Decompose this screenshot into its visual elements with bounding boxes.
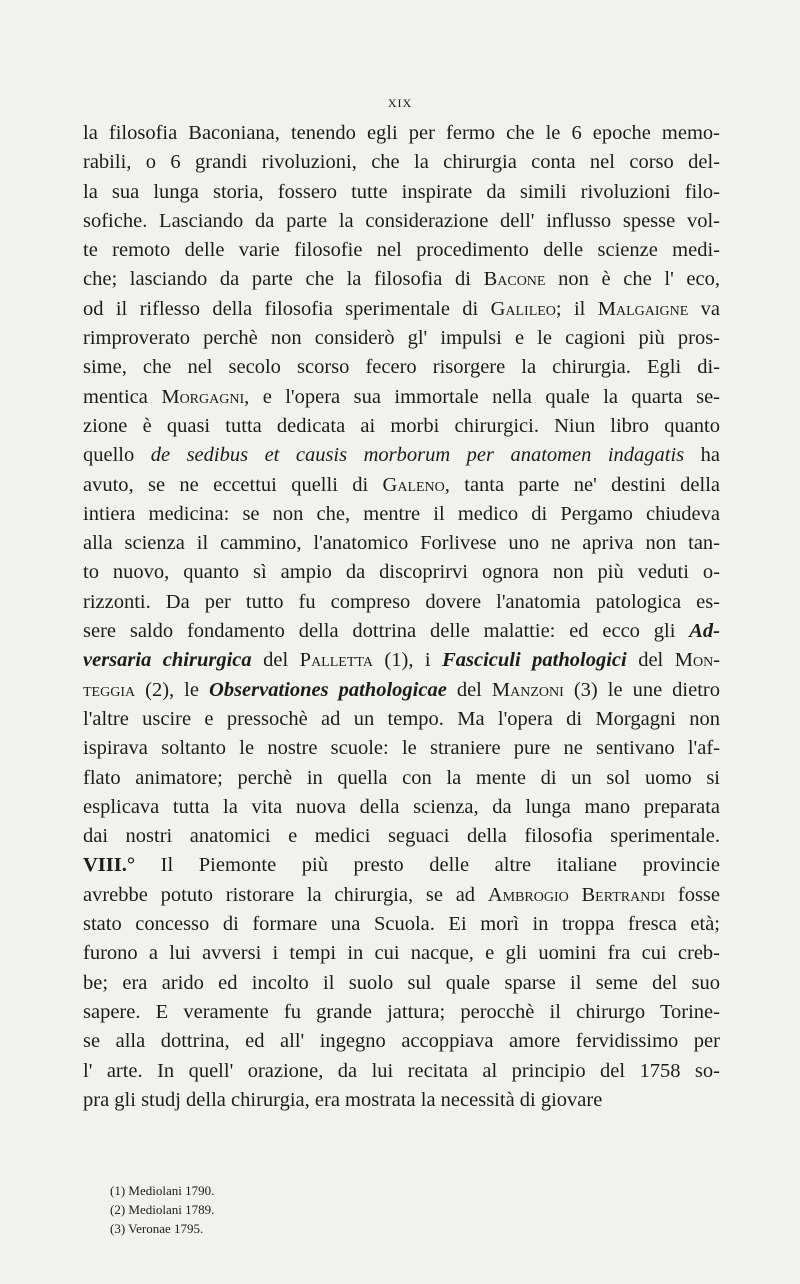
- italic-title: versaria chirurgica: [83, 649, 252, 672]
- text-line: che; lasciando da parte che la filosofia di Bacone non è che l' eco,: [83, 268, 720, 291]
- text-line: rabili, o 6 grandi rivoluzioni, che la chirurgia conta nel corso del-: [83, 151, 720, 174]
- italic-title: Ad-: [689, 620, 720, 643]
- text-line: furono a lui avversi i tempi in cui nacque, e gli uomini fra cui creb-: [83, 942, 720, 965]
- text-line: avrebbe potuto ristorare la chirurgia, se ad Ambrogio Bertrandi fosse: [83, 883, 721, 906]
- text-line: be; era arido ed incolto il suolo sul quale sparse il seme del suo: [83, 971, 720, 994]
- footnote: (2) Mediolani 1789.: [110, 1202, 215, 1217]
- text-line: la filosofia Baconiana, tenendo egli per fermo che le 6 epoche memo-: [83, 122, 720, 144]
- text-line: VIII.° Il Piemonte più presto delle altre italiane provincie: [83, 854, 720, 877]
- text-line: avuto, se ne eccettui quelli di Galeno, tanta parte ne' destini della: [83, 473, 720, 496]
- proper-name: Manzoni: [491, 678, 564, 701]
- text-line: rimproverato perchè non considerò gl' impulsi e le cagioni più pros-: [83, 327, 720, 350]
- text-line: rizzonti. Da per tutto fu compreso dovere l'anatomia patologica es-: [83, 590, 720, 613]
- italic-title: Fasciculi pathologici: [442, 649, 627, 672]
- text-line: to nuovo, quanto sì ampio da discoprirvi ognora non più veduti o-: [83, 561, 720, 584]
- text-line: stato concesso di formare una Scuola. Ei morì in troppa fresca età;: [83, 913, 720, 936]
- text-line: alla scienza il cammino, l'anatomico Forlivese uno ne apriva non tan-: [83, 532, 720, 555]
- text-line: mentica Morgagni, e l'opera sua immortale nella quale la quarta se-: [83, 385, 720, 408]
- proper-name: Malgaigne: [597, 297, 689, 320]
- text-line: teggia (2), le Observationes pathologicae del Manzoni (3) le une dietro: [83, 678, 721, 701]
- proper-name: Morgagni: [161, 385, 245, 408]
- text-line: esplicava tutta la vita nuova della scienza, da lunga mano preparata: [83, 795, 720, 818]
- text-line: intiera medicina: se non che, mentre il medico di Pergamo chiudeva: [83, 502, 720, 525]
- text-line: ispirava soltanto le nostre scuole: le straniere pure ne sentivano l'af-: [83, 737, 720, 760]
- text-line: dai nostri anatomici e medici seguaci della filosofia sperimentale.: [83, 825, 720, 848]
- text-line: te remoto delle varie filosofie nel procedimento delle scienze medi-: [83, 239, 720, 262]
- text-line: flato animatore; perchè in quella con la mente di un sol uomo si: [83, 766, 720, 789]
- footnote: (1) Mediolani 1790.: [110, 1183, 215, 1198]
- text-line: quello de sedibus et causis morborum per anatomen indagatis ha: [83, 444, 720, 467]
- text-line: pra gli studj della chirurgia, era mostrata la necessità di giovare: [83, 1088, 603, 1111]
- text-line: sime, che nel secolo scorso fecero risorgere la chirurgia. Egli di-: [83, 356, 720, 379]
- footnote: (3) Veronae 1795.: [110, 1221, 204, 1236]
- proper-name: teggia: [83, 678, 136, 701]
- proper-name: Ambrogio Bertrandi: [487, 883, 666, 906]
- text-line: zione è quasi tutta dedicata ai morbi chirurgici. Niun libro quanto: [83, 414, 720, 437]
- main-text: [83, 119, 720, 1115]
- text-line: l' arte. In quell' orazione, da lui recitata al principio del 1758 so-: [83, 1059, 720, 1082]
- text-line: se alla dottrina, ed all' ingegno accoppiava amore fervidissimo per: [83, 1030, 720, 1053]
- proper-name: Galeno: [382, 473, 445, 496]
- proper-name: Palletta: [299, 649, 373, 672]
- footnotes: [110, 1181, 410, 1238]
- text-line: l'altre uscire e pressochè ad un tempo. Ma l'opera di Morgagni non: [83, 707, 720, 730]
- text-line: sere saldo fondamento della dottrina delle malattie: ed ecco gli Ad-: [83, 620, 720, 643]
- text-line: versaria chirurgica del Palletta (1), i Fasciculi pathologici del Mon-: [83, 649, 721, 672]
- italic-title: de sedibus et causis morborum per anatomen indagatis: [150, 444, 685, 467]
- text-line: sofiche. Lasciando da parte la considerazione dell' influsso spesse vol-: [83, 209, 720, 232]
- proper-name: Mon-: [674, 649, 721, 672]
- text-line: od il riflesso della filosofia sperimentale di Galileo; il Malgaigne va: [83, 297, 720, 320]
- text-line: la sua lunga storia, fossero tutte inspirate da simili rivoluzioni filo-: [83, 180, 720, 203]
- proper-name: Bacone: [483, 268, 546, 291]
- italic-title: Observationes pathologicae: [209, 678, 447, 701]
- proper-name: Galileo: [490, 297, 556, 320]
- page-number: XIX: [387, 96, 413, 110]
- text-line: sapere. E veramente fu grande jattura; perocchè il chirurgo Torine-: [83, 1000, 720, 1023]
- section-number: VIII.°: [83, 854, 136, 877]
